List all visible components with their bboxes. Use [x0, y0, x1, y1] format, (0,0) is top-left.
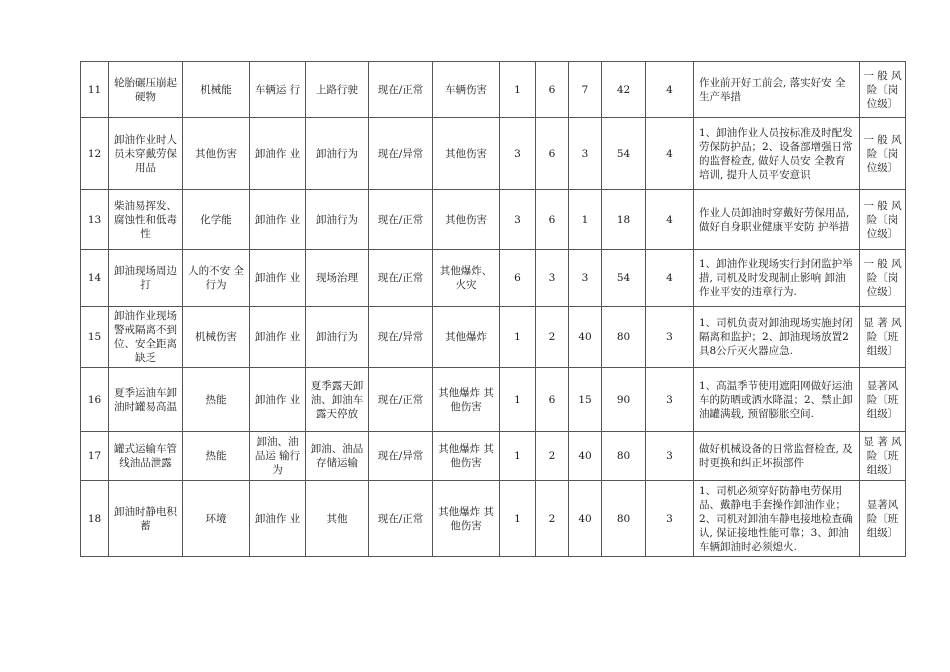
e-value: 6	[536, 368, 569, 432]
l-value: 1	[500, 481, 536, 557]
consequence-cell: 其他爆炸、 火灾	[433, 250, 500, 307]
hazard-cell: 柴油易挥发、腐蚀性和低毒性	[109, 190, 183, 250]
category-cell: 环境	[183, 481, 250, 557]
grade-cell: 4	[646, 190, 694, 250]
table-row	[81, 307, 906, 368]
measures-cell: 1、高温季节使用遮阳网做好运油车的防晒或洒水降温；2、禁止卸油罐满载, 预留膨胀空间.	[694, 368, 860, 432]
risk-level-cell: 显著风 险〔班组级〕	[860, 368, 906, 432]
category-cell: 其他伤害	[183, 118, 250, 190]
activity-cell: 卸油作 业	[250, 368, 306, 432]
e-value: 6	[536, 62, 569, 118]
activity-cell: 卸油作 业	[250, 481, 306, 557]
hazard-cell: 卸油作业现场警戒隔离不到位、安全距离缺乏	[109, 307, 183, 368]
consequence-cell: 其他伤害	[433, 118, 500, 190]
c-value: 3	[569, 118, 602, 190]
e-value: 2	[536, 307, 569, 368]
d-value: 80	[602, 481, 646, 557]
category-cell: 机械能	[183, 62, 250, 118]
operation-cell: 现场治理	[306, 250, 369, 307]
l-value: 3	[500, 118, 536, 190]
consequence-cell: 其他爆炸 其他伤害	[433, 368, 500, 432]
risk-assessment-table	[80, 61, 906, 557]
operation-cell: 夏季露天卸油、卸油车露天停放	[306, 368, 369, 432]
row-number: 15	[81, 307, 109, 368]
d-value: 54	[602, 118, 646, 190]
e-value: 2	[536, 481, 569, 557]
row-number: 13	[81, 190, 109, 250]
operation-cell: 卸油行为	[306, 190, 369, 250]
consequence-cell: 车辆伤害	[433, 62, 500, 118]
operation-cell: 卸油、油品存储运输	[306, 432, 369, 481]
e-value: 6	[536, 190, 569, 250]
table-row	[81, 432, 906, 481]
category-cell: 化学能	[183, 190, 250, 250]
state-cell: 现在/正常	[369, 368, 433, 432]
l-value: 1	[500, 307, 536, 368]
c-value: 40	[569, 432, 602, 481]
measures-cell: 1、卸油作业人员按标准及时配发劳保防护品；2、设备部增强日常的监督检查, 做好人员安 全教育培训, 提升人员平安意识	[694, 118, 860, 190]
measures-cell: 作业前开好工前会, 落实好安 全生产举措	[694, 62, 860, 118]
table-row	[81, 481, 906, 557]
state-cell: 现在/正常	[369, 250, 433, 307]
consequence-cell: 其他爆炸 其他伤害	[433, 481, 500, 557]
activity-cell: 卸油作 业	[250, 307, 306, 368]
c-value: 15	[569, 368, 602, 432]
grade-cell: 3	[646, 307, 694, 368]
measures-cell: 作业人员卸油时穿戴好劳保用品, 做好自身职业健康平安防 护举措	[694, 190, 860, 250]
activity-cell: 卸油作 业	[250, 190, 306, 250]
consequence-cell: 其他爆炸 其他伤害	[433, 432, 500, 481]
risk-level-cell: 显 著 风 险〔班组级〕	[860, 307, 906, 368]
operation-cell: 上路行驶	[306, 62, 369, 118]
table-row	[81, 118, 906, 190]
risk-level-cell: 一 般 风 险〔岗位级〕	[860, 190, 906, 250]
c-value: 7	[569, 62, 602, 118]
c-value: 40	[569, 481, 602, 557]
category-cell: 人的不安 全行为	[183, 250, 250, 307]
d-value: 90	[602, 368, 646, 432]
measures-cell: 1、司机负责对卸油现场实施封闭隔离和监护；2、卸油现场放置2具8公斤灭火器应急.	[694, 307, 860, 368]
d-value: 42	[602, 62, 646, 118]
grade-cell: 3	[646, 368, 694, 432]
hazard-cell: 卸油作业时人员未穿戴劳保用品	[109, 118, 183, 190]
measures-cell: 1、司机必须穿好防静电劳保用品、戴静电手套操作卸油作业；2、司机对卸油车静电接地检查确认, 保证接地性能可靠；3、卸油车辆卸油时必须熄火.	[694, 481, 860, 557]
d-value: 54	[602, 250, 646, 307]
activity-cell: 卸油作 业	[250, 250, 306, 307]
c-value: 3	[569, 250, 602, 307]
grade-cell: 3	[646, 481, 694, 557]
category-cell: 机械伤害	[183, 307, 250, 368]
hazard-cell: 夏季运油车卸油时罐易高温	[109, 368, 183, 432]
d-value: 18	[602, 190, 646, 250]
state-cell: 现在/正常	[369, 190, 433, 250]
operation-cell: 卸油行为	[306, 118, 369, 190]
consequence-cell: 其他爆炸	[433, 307, 500, 368]
table-row	[81, 190, 906, 250]
table-row	[81, 368, 906, 432]
d-value: 80	[602, 432, 646, 481]
measures-cell: 1、卸油作业现场实行封闭监护举措, 司机及时发现制止影响 卸油作业平安的违章行为.	[694, 250, 860, 307]
c-value: 1	[569, 190, 602, 250]
risk-level-cell: 显著风险〔班组级〕	[860, 481, 906, 557]
row-number: 14	[81, 250, 109, 307]
table-row	[81, 62, 906, 118]
operation-cell: 其他	[306, 481, 369, 557]
e-value: 2	[536, 432, 569, 481]
l-value: 1	[500, 368, 536, 432]
operation-cell: 卸油行为	[306, 307, 369, 368]
risk-level-cell: 一 般 风 险〔岗位级〕	[860, 250, 906, 307]
l-value: 1	[500, 432, 536, 481]
table-row	[81, 250, 906, 307]
c-value: 40	[569, 307, 602, 368]
state-cell: 现在/异常	[369, 118, 433, 190]
activity-cell: 卸油、油品运 输行为	[250, 432, 306, 481]
state-cell: 现在/异常	[369, 432, 433, 481]
hazard-cell: 卸油时静电积蓄	[109, 481, 183, 557]
risk-level-cell: 一 般 风 险〔岗位级〕	[860, 62, 906, 118]
e-value: 6	[536, 118, 569, 190]
hazard-cell: 轮胎碾压崩起硬物	[109, 62, 183, 118]
measures-cell: 做好机械设备的日常监督检查, 及时更换和纠正坏损部件	[694, 432, 860, 481]
row-number: 11	[81, 62, 109, 118]
grade-cell: 3	[646, 432, 694, 481]
l-value: 1	[500, 62, 536, 118]
row-number: 16	[81, 368, 109, 432]
consequence-cell: 其他伤害	[433, 190, 500, 250]
row-number: 18	[81, 481, 109, 557]
risk-level-cell: 一 般 风 险〔岗位级〕	[860, 118, 906, 190]
category-cell: 热能	[183, 368, 250, 432]
activity-cell: 车辆运 行	[250, 62, 306, 118]
grade-cell: 4	[646, 118, 694, 190]
hazard-cell: 罐式运输车管线油品泄露	[109, 432, 183, 481]
category-cell: 热能	[183, 432, 250, 481]
hazard-cell: 卸油现场周边打	[109, 250, 183, 307]
activity-cell: 卸油作 业	[250, 118, 306, 190]
grade-cell: 4	[646, 250, 694, 307]
state-cell: 现在/异常	[369, 307, 433, 368]
e-value: 3	[536, 250, 569, 307]
state-cell: 现在/正常	[369, 481, 433, 557]
l-value: 3	[500, 190, 536, 250]
grade-cell: 4	[646, 62, 694, 118]
row-number: 17	[81, 432, 109, 481]
row-number: 12	[81, 118, 109, 190]
d-value: 80	[602, 307, 646, 368]
state-cell: 现在/正常	[369, 62, 433, 118]
risk-level-cell: 显 著 风 险〔班组级〕	[860, 432, 906, 481]
l-value: 6	[500, 250, 536, 307]
